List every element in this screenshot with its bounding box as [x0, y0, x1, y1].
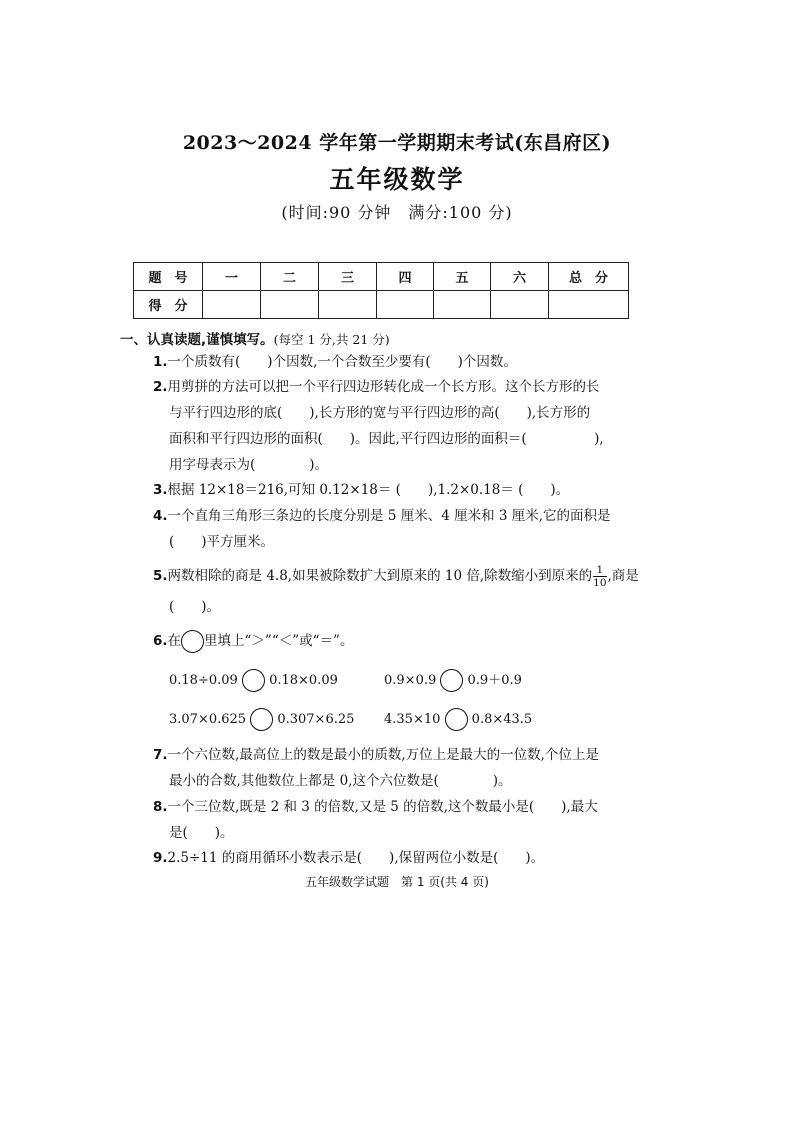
header-cell-total: 总 分	[549, 263, 629, 291]
question-text-line: 两数相除的商是 4.8,如果被除数扩大到原来的 10 倍,除数缩小到原来的	[167, 568, 593, 584]
exam-info: (时间:90 分钟 满分:100 分)	[281, 203, 513, 222]
question-text-line: 用剪拼的方法可以把一个平行四边形转化成一个长方形。这个长方形的长	[167, 379, 600, 395]
score-table-score-row	[134, 291, 629, 319]
question-text: 2.5÷11 的商用循环小数表示是( ),保留两位小数是( )。	[167, 850, 545, 866]
question-4	[153, 503, 611, 529]
question-2-line-2: 与平行四边形的底( ),长方形的宽与平行四边形的高( ),长方形的	[169, 405, 591, 421]
question-2-line-3: 面积和平行四边形的面积( )。因此,平行四边形的面积＝( ),	[169, 431, 604, 447]
compare-left: 0.9×0.9	[384, 673, 437, 688]
question-8	[153, 794, 598, 820]
question-2-line-4: 用字母表示为( )。	[169, 457, 329, 473]
question-number: 3.	[153, 482, 168, 498]
fraction-numerator: 1	[593, 564, 606, 577]
subject-title: 五年级数学	[329, 165, 465, 194]
question-number: 6.	[153, 633, 168, 649]
header-cell-5: 五	[434, 263, 491, 291]
question-number: 2.	[153, 379, 168, 395]
score-cell[interactable]	[261, 291, 319, 319]
compare-answer-circle[interactable]	[242, 669, 265, 692]
question-7-line-2: 最小的合数,其他数位上都是 0,这个六位数是( )。	[169, 773, 512, 789]
section-1-heading	[120, 328, 390, 348]
compare-item-1	[169, 669, 338, 692]
question-2	[153, 374, 600, 400]
compare-left: 0.18÷0.09	[169, 673, 238, 688]
question-5-line-2: ( )。	[169, 599, 221, 615]
question-text: 里填上“＞”“＜”或“＝”。	[204, 633, 354, 649]
compare-right: 0.307×6.25	[277, 712, 355, 727]
compare-right: 0.18×0.09	[269, 673, 338, 688]
score-cell-total[interactable]	[549, 291, 629, 319]
page-footer: 五年级数学试题 第 1 页(共 4 页)	[305, 875, 489, 889]
fraction-denominator: 10	[593, 577, 607, 589]
question-number: 8.	[153, 799, 168, 815]
header-cell-1: 一	[203, 263, 261, 291]
question-number: 9.	[153, 850, 168, 866]
circle-icon	[181, 630, 204, 653]
question-3	[153, 477, 569, 503]
section-1-note: (每空 1 分,共 21 分)	[273, 332, 390, 347]
fraction	[593, 564, 606, 589]
compare-answer-circle[interactable]	[250, 708, 273, 731]
compare-answer-circle[interactable]	[445, 708, 468, 731]
header-cell-4: 四	[377, 263, 434, 291]
compare-item-2	[384, 669, 522, 692]
score-table	[133, 262, 629, 319]
compare-left: 4.35×10	[384, 712, 441, 727]
question-text: 在	[167, 633, 182, 649]
question-number: 1.	[153, 354, 168, 370]
score-cell[interactable]	[434, 291, 491, 319]
compare-right: 0.8×43.5	[471, 712, 533, 727]
question-6	[153, 628, 353, 654]
question-text-line: 一个直角三角形三条边的长度分别是 5 厘米、4 厘米和 3 厘米,它的面积是	[167, 508, 611, 524]
header-cell-2: 二	[261, 263, 319, 291]
score-row-label: 得 分	[134, 291, 203, 319]
question-text-line: 一个三位数,既是 2 和 3 的倍数,又是 5 的倍数,这个数最小是( ),最大	[167, 799, 598, 815]
score-cell[interactable]	[319, 291, 377, 319]
question-number: 4.	[153, 508, 168, 524]
question-9	[153, 845, 544, 871]
question-text-line: 一个六位数,最高位上的数是最小的质数,万位上是最大的一位数,个位上是	[167, 747, 599, 763]
header-cell-label: 题 号	[134, 263, 203, 291]
question-text: 根据 12×18＝216,可知 0.12×18＝ ( ),1.2×0.18＝ ( )。	[167, 482, 570, 498]
compare-left: 3.07×0.625	[169, 712, 247, 727]
question-8-line-2: 是( )。	[169, 825, 234, 841]
compare-answer-circle[interactable]	[440, 669, 463, 692]
score-cell[interactable]	[203, 291, 261, 319]
question-text: 一个质数有( )个因数,一个合数至少要有( )个因数。	[167, 354, 517, 370]
question-1	[153, 349, 517, 375]
question-number: 5.	[153, 568, 168, 584]
question-7	[153, 742, 599, 768]
question-5	[153, 563, 639, 589]
question-number: 7.	[153, 747, 168, 763]
header-cell-3: 三	[319, 263, 377, 291]
compare-item-3	[169, 708, 354, 731]
score-table-header-row	[134, 263, 629, 291]
section-1-title: 一、认真读题,谨慎填写。	[120, 332, 274, 348]
compare-item-4	[384, 708, 532, 731]
score-cell[interactable]	[491, 291, 549, 319]
header-cell-6: 六	[491, 263, 549, 291]
question-text-line-end: ,商是	[607, 568, 639, 584]
compare-right: 0.9＋0.9	[467, 673, 522, 688]
question-4-line-2: ( )平方厘米。	[169, 534, 275, 550]
exam-title: 2023～2024 学年第一学期期末考试(东昌府区)	[182, 132, 612, 154]
score-cell[interactable]	[377, 291, 434, 319]
